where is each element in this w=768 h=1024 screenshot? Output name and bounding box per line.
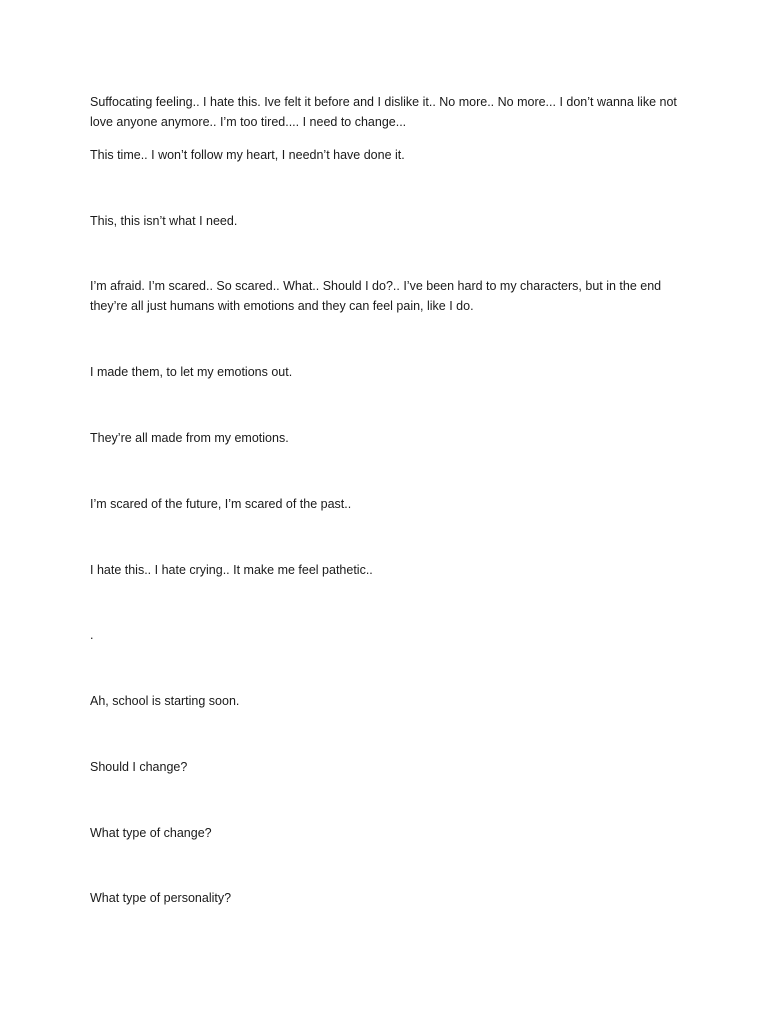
paragraph-13: What type of personality?	[90, 891, 232, 905]
paragraph-10: Ah, school is starting soon.	[90, 694, 240, 708]
paragraph-8: I hate this.. I hate crying.. It make me feel pathetic..	[90, 563, 373, 577]
paragraph-6: They’re all made from my emotions.	[90, 431, 289, 445]
paragraph-4: I’m afraid. I’m scared.. So scared.. What.. Should I do?.. I’ve been hard to my characters, but in the end they’re all just humans with emotions and they can feel pain, like I do.	[90, 279, 662, 313]
paragraph-2: This time.. I won’t follow my heart, I needn’t have done it.	[90, 148, 405, 162]
paragraph-5: I made them, to let my emotions out.	[90, 365, 293, 379]
paragraph-12: What type of change?	[90, 826, 212, 840]
paragraph-3: This, this isn’t what I need.	[90, 214, 238, 228]
paragraph-11: Should I change?	[90, 760, 188, 774]
paragraph-7: I’m scared of the future, I’m scared of the past..	[90, 497, 352, 511]
paragraph-1: Suffocating feeling.. I hate this. Ive felt it before and I dislike it.. No more.. No more... I don’t wanna like not love anyone anymore.. I’m too tired.... I need to change...	[90, 95, 677, 129]
paragraph-9: .	[90, 628, 94, 642]
